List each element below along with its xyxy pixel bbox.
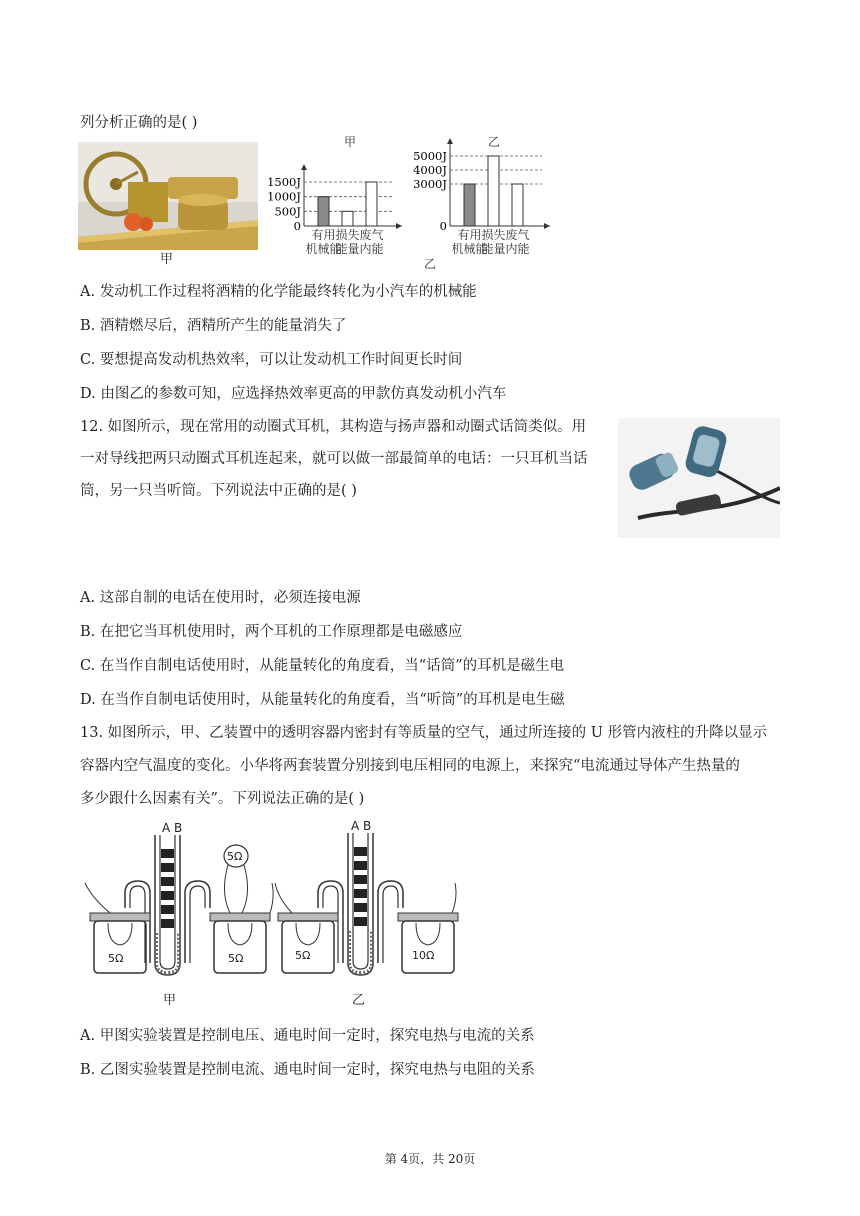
y-tick-label: 0 [439, 219, 447, 233]
q12-stem-line-3: 筒，另一只当听筒。下列说法中正确的是( ) [80, 483, 357, 499]
q13-options [80, 1019, 780, 1087]
q13-stem-line-3: 多少跟什么因素有关”。下列说法正确的是( ) [80, 791, 365, 807]
x-axis-arrow [396, 223, 402, 229]
chart-title: 乙 [487, 135, 501, 149]
photo-label: 甲 [160, 252, 174, 267]
category-label: 能量 [335, 242, 360, 256]
y-tick-label: 5000J [413, 149, 447, 163]
yi-right-resistor-label: 10Ω [412, 949, 435, 962]
energy-chart-yi [410, 134, 558, 274]
jia-tube-labels: A B [162, 821, 183, 835]
bar [512, 184, 523, 226]
category-label: 废气 [359, 228, 384, 242]
bar [464, 184, 475, 226]
jia-outside-resistor-label: 5Ω [227, 850, 243, 863]
y-axis-arrow [301, 164, 307, 170]
y-tick-label: 500J [274, 204, 301, 219]
earphones-photo [618, 418, 780, 538]
q13-stem-line-1: 13. 如图所示，甲、乙装置中的透明容器内密封有等质量的空气，通过所连接的 U 形管内液柱的升降以显示 [80, 725, 768, 741]
bar [318, 197, 329, 226]
jia-caption: 甲 [163, 993, 177, 1008]
stirling-engine-photo [78, 142, 258, 267]
energy-chart-jia [262, 134, 410, 264]
category-label: 机械能 [305, 242, 342, 256]
q12-stem [80, 411, 610, 507]
y-tick-label: 0 [293, 219, 301, 233]
q11-stem-tail: 列分析正确的是( ) [80, 115, 198, 131]
q13-option-b: B. 乙图实验装置是控制电流、通电时间一定时，探究电热与电阻的关系 [80, 1062, 535, 1078]
page-footer: 第 4页，共 20页 [384, 1152, 476, 1166]
category-label: 有用 [457, 228, 482, 242]
q11-option-b: B. 酒精燃尽后，酒精所产生的能量消失了 [80, 318, 347, 334]
q12-option-d: D. 在当作自制电话使用时，从能量转化的角度看，当“听筒”的耳机是电生磁 [80, 692, 565, 708]
yi-tube-labels: A B [351, 819, 372, 833]
q13-stem [80, 717, 785, 816]
y-tick-label: 3000J [413, 177, 447, 191]
category-label: 内能 [505, 242, 530, 256]
jia-left-resistor-label: 5Ω [108, 952, 124, 965]
q12-stem-line-1: 12. 如图所示，现在常用的动圈式耳机，其构造与扬声器和动圈式话筒类似。用 [80, 419, 587, 435]
q13-stem-line-2: 容器内空气温度的变化。小华将两套装置分别接到电压相同的电源上，来探究“电流通过导体产生热量的 [80, 758, 740, 774]
category-label: 废气 [505, 228, 530, 242]
category-label: 损失 [335, 228, 360, 242]
q12-option-c: C. 在当作自制电话使用时，从能量转化的角度看，当“话筒”的耳机是磁生电 [80, 658, 565, 674]
q11-option-c: C. 要想提高发动机热效率，可以让发动机工作时间更长时间 [80, 352, 463, 368]
category-label: 损失 [481, 228, 506, 242]
y-tick-label: 4000J [413, 163, 447, 177]
y-tick-label: 1000J [267, 189, 301, 204]
yi-caption: 乙 [352, 993, 366, 1008]
chart-title: 甲 [343, 135, 357, 149]
joule-heating-apparatus-figure [80, 819, 460, 1011]
chart-side-label: 乙 [424, 257, 437, 271]
q12-option-a: A. 这部自制的电话在使用时，必须连接电源 [80, 590, 361, 606]
q11-options [80, 275, 780, 411]
category-label: 机械能 [451, 242, 488, 256]
bar [488, 156, 499, 226]
bar [342, 211, 353, 226]
bar [366, 182, 377, 226]
q11-option-d: D. 由图乙的参数可知，应选择热效率更高的甲款仿真发动机小汽车 [80, 386, 507, 402]
jia-right-resistor-label: 5Ω [228, 952, 244, 965]
category-label: 有用 [311, 228, 336, 242]
y-axis-arrow [447, 138, 453, 144]
q12-options [80, 581, 780, 717]
x-axis-arrow [544, 223, 550, 229]
yi-left-resistor-label: 5Ω [295, 949, 311, 962]
q12-stem-line-2: 一对导线把两只动圈式耳机连起来，就可以做一部最简单的电话：一只耳机当话 [80, 451, 588, 467]
q12-option-b: B. 在把它当耳机使用时，两个耳机的工作原理都是电磁感应 [80, 624, 463, 640]
q11-option-a: A. 发动机工作过程将酒精的化学能最终转化为小汽车的机械能 [80, 284, 477, 300]
q13-option-a: A. 甲图实验装置是控制电压、通电时间一定时，探究电热与电流的关系 [80, 1028, 535, 1044]
y-tick-label: 1500J [267, 175, 301, 189]
category-label: 能量 [481, 242, 506, 256]
category-label: 内能 [359, 242, 384, 256]
